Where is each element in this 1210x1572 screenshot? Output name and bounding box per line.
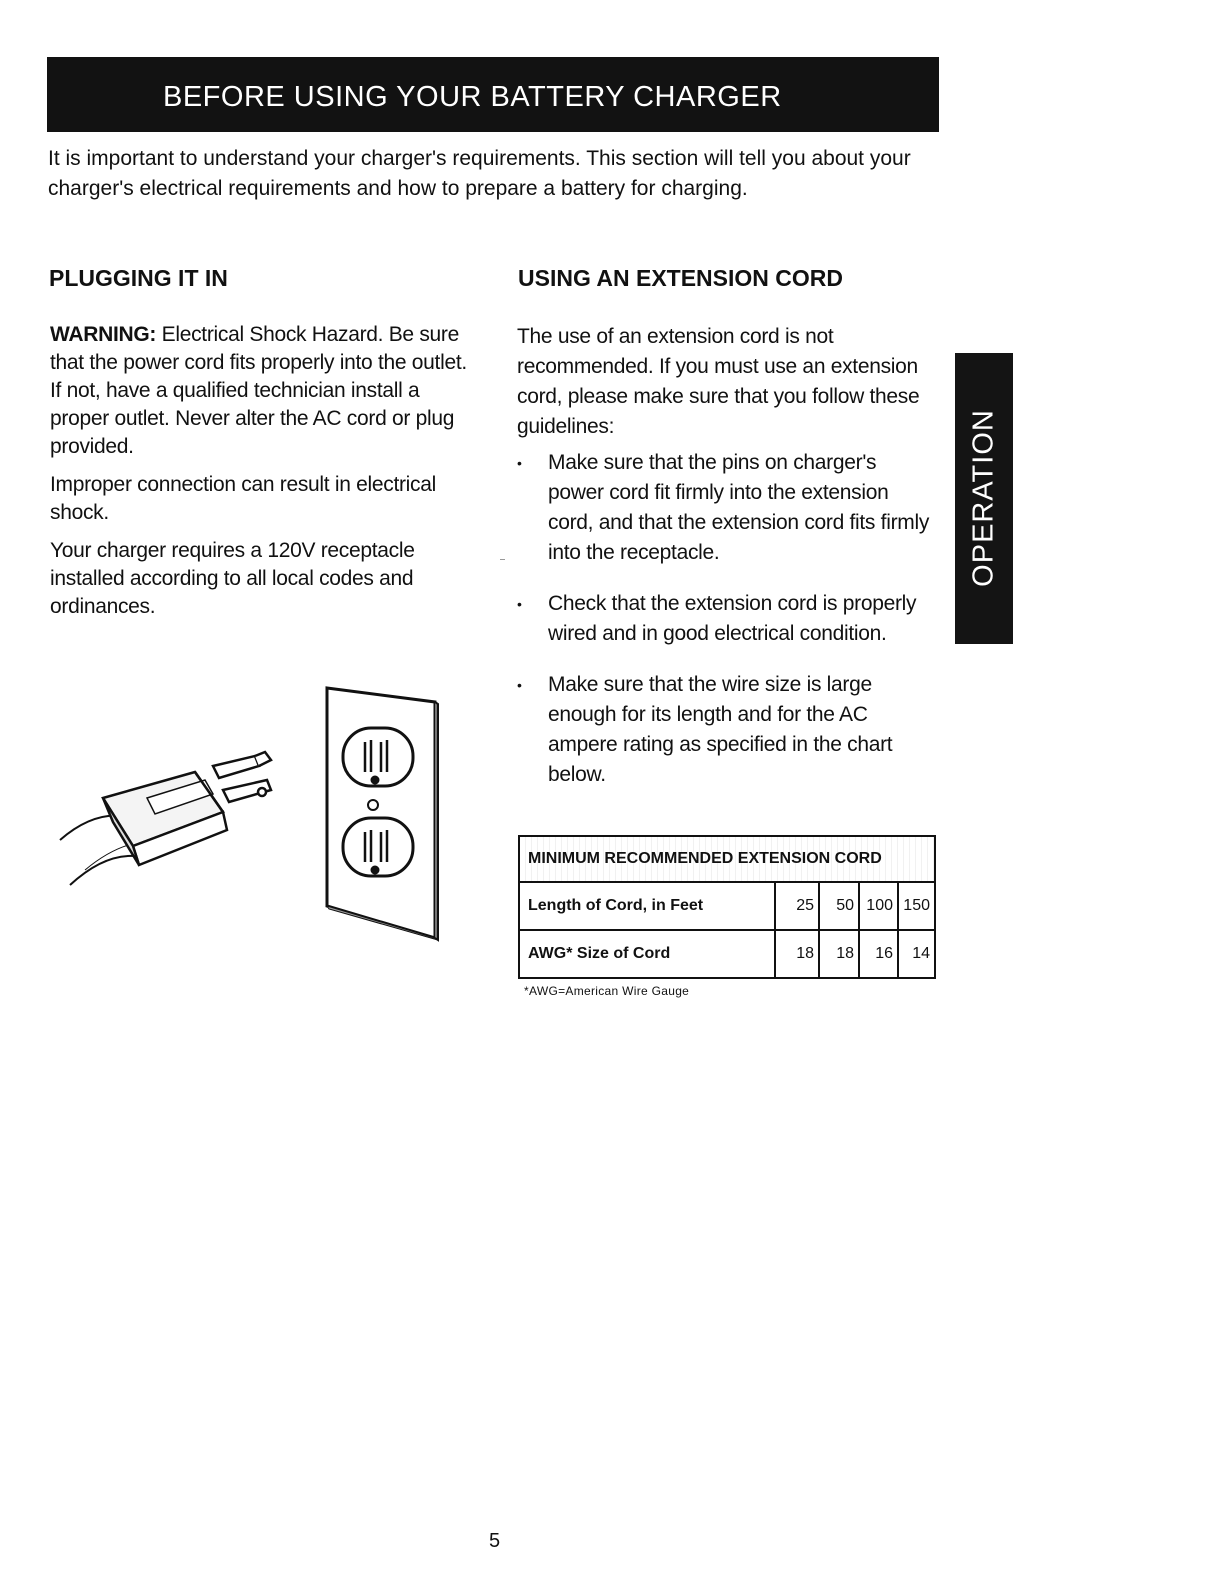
table-cell: 150: [898, 882, 935, 930]
warning-label: WARNING:: [50, 323, 157, 346]
list-item: [517, 448, 937, 568]
bullet-icon: •: [517, 596, 522, 612]
table-cell: 14: [898, 930, 935, 978]
table-footnote: *AWG=American Wire Gauge: [524, 984, 690, 998]
table-cell: 50: [819, 882, 859, 930]
table-cell: 16: [859, 930, 898, 978]
extension-cord-table: [518, 835, 936, 979]
table-caption-row: [519, 836, 935, 882]
receptacle-paragraph: Your charger requires a 120V receptacle installed according to all local codes and ordinances.: [50, 539, 415, 618]
section-header-banner: [47, 57, 939, 132]
table-cell: 18: [775, 930, 819, 978]
wall-outlet-icon: [327, 688, 438, 940]
plug-icon: [103, 752, 271, 865]
guidelines-list: [517, 448, 937, 790]
table-cell: 25: [775, 882, 819, 930]
extension-intro: The use of an extension cord is not recommended. If you must use an extension cord, please make sure that you follow these guidelines:: [517, 325, 920, 438]
plug-and-outlet-illustration: [55, 680, 445, 945]
table-row-label: AWG* Size of Cord: [519, 930, 775, 978]
table-row-label: Length of Cord, in Feet: [519, 882, 775, 930]
table-row: [519, 882, 935, 930]
list-item: [517, 670, 937, 790]
list-item-text: Make sure that the wire size is large enough for its length and for the AC ampere rating as specified in the chart below.: [548, 673, 893, 786]
page-number: 5: [489, 1530, 501, 1552]
intro-paragraph: It is important to understand your charger's requirements. This section will tell you about your charger's electrical requirements and how to prepare a battery for charging.: [48, 147, 911, 200]
list-item-text: Make sure that the pins on charger's power cord fit firmly into the extension cord, and that the extension cord fits firmly into the receptacle.: [548, 451, 930, 564]
list-item: [517, 589, 937, 649]
list-item-text: Check that the extension cord is properly wired and in good electrical condition.: [548, 592, 917, 645]
plugging-section: [50, 321, 480, 631]
extension-cord-section: [517, 322, 937, 811]
warning-text: Electrical Shock Hazard. Be sure that the power cord fits properly into the outlet. If not, have a qualified technician install a proper outlet. Never alter the AC cord or plug provided.: [50, 323, 467, 458]
table-cell: 18: [819, 930, 859, 978]
connection-paragraph: Improper connection can result in electrical shock.: [50, 473, 436, 524]
extension-cord-heading: USING AN EXTENSION CORD: [518, 265, 844, 291]
scan-speck: [500, 559, 505, 560]
warning-paragraph: [50, 321, 480, 461]
bullet-icon: •: [517, 677, 522, 693]
table-row: [519, 930, 935, 978]
table-caption: MINIMUM RECOMMENDED EXTENSION CORD: [519, 836, 935, 882]
plugging-heading: PLUGGING IT IN: [49, 265, 228, 291]
section-title: BEFORE USING YOUR BATTERY CHARGER: [163, 81, 782, 113]
bullet-icon: •: [517, 455, 522, 471]
side-tab-label: OPERATION: [967, 409, 1000, 587]
table-cell: 100: [859, 882, 898, 930]
operation-side-tab: [955, 353, 1013, 644]
